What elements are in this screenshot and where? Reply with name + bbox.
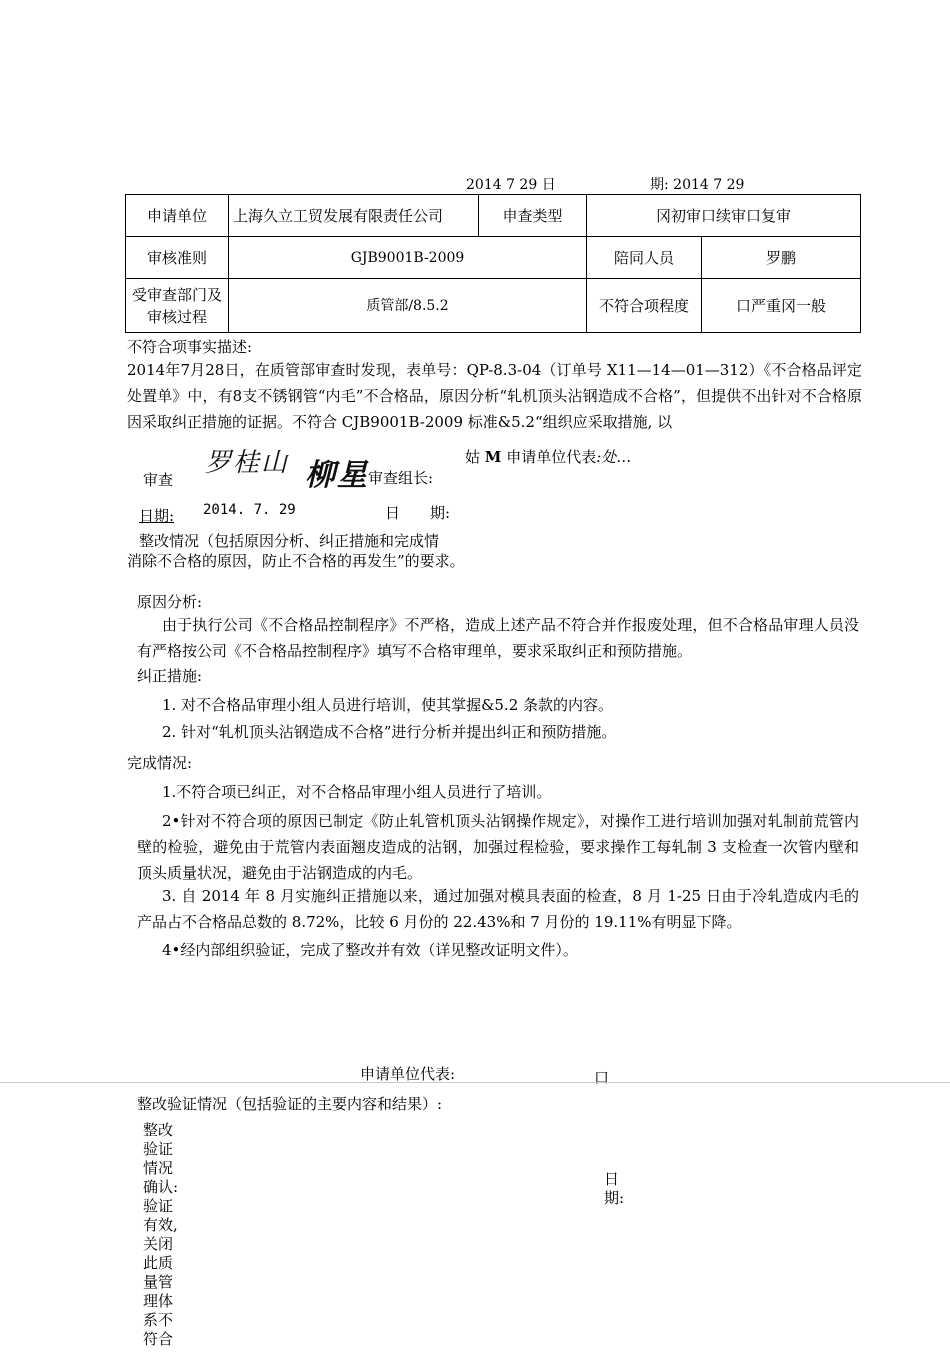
audited-dept-value: 质管部/8.5.2 (229, 279, 587, 333)
audit-standard-value: GJB9001B-2009 (229, 237, 587, 279)
corrective-heading: 纠正措施: (137, 667, 203, 685)
applicant-unit-value: 上海久立工贸发展有限责任公司 (229, 195, 479, 237)
applicant-rep-line (465, 446, 631, 467)
audit-header-table (125, 194, 861, 333)
label-nonconformity-degree: 不符合项程度 (587, 279, 702, 333)
label-review-type: 申查类型 (479, 195, 587, 237)
clipped-date-left: 2014 7 29 日 (466, 177, 556, 193)
rectify-clipped: 整改情况（包括原因分析、纠正措施和完成情 (139, 532, 440, 550)
table-row (126, 237, 861, 279)
description-continuation: 消除不合格的原因，防止不合格的再发生”的要求。 (127, 552, 465, 570)
cause-body: 由于执行公司《不合格品控制程序》不严格，造成上述产品不符合并作报废处理，但不合格品审理人员没有严格按公司《不合格品控制程序》填写不合格审理单，要求采取纠正和预防措施。 (137, 616, 859, 660)
label-audited-dept: 受审查部门及审核过程 (126, 279, 229, 333)
leader-signature: 柳星 (305, 458, 369, 493)
clipped-date-right (650, 176, 770, 193)
companion-value: 罗鹏 (702, 237, 861, 279)
label-companion: 陪同人员 (587, 237, 702, 279)
clipped-date-right-label: 期: (650, 177, 669, 193)
label-applicant-unit: 申请单位 (126, 195, 229, 237)
table-row (126, 195, 861, 237)
completion-item-4: 4•经内部组织验证，完成了整改并有效（详见整改证明文件）。 (162, 941, 578, 959)
cause-heading: 原因分析: (137, 593, 203, 611)
table-row (126, 279, 861, 333)
rep-bold-mark: M (484, 448, 502, 466)
applicant-rep-label: 申请单位代表: (360, 1065, 456, 1083)
rep-prefix: 姑 (465, 448, 481, 466)
applicant-day-mark: 口 (594, 1069, 610, 1087)
description-body: 2014年7月28日，在质管部审查时发现，表单号：QP-8.3-04（订单号 X11—14—01—312）《不合格品评定处置单》中，有8支不锈钢管“内毛”不合格品，原因分析“轧机顶头沾钢造成不合格”，但提供不出针对不合格原因采取纠正措施的证据。不符合 CJB9001B-2009 标准&5.2“组织应采取措施, 以 (127, 361, 862, 431)
leader-label: 审查组长: (368, 469, 434, 487)
corrective-item-1: 1. 对不合格品审理小组人员进行培训，使其掌握&5.2 条款的内容。 (162, 696, 614, 714)
corrective-item-2: 2. 针对“轧机顶头沾钢造成不合格”进行分析并提出纠正和预防措施。 (162, 723, 617, 741)
description-heading: 不符合项事实描述: (127, 338, 253, 356)
rep-label: 申请单位代表 (506, 448, 597, 466)
date-value: 2014. 7. 29 (203, 502, 296, 518)
label-audit-standard: 审核准则 (126, 237, 229, 279)
verification-date-label: 日期: (604, 1170, 625, 1207)
date-label: 日期: (139, 507, 175, 525)
reviewer-label: 审查 (143, 471, 174, 489)
review-type-value: 冈初审口续审口复审 (587, 195, 861, 237)
completion-item-3: 3. 自 2014 年 8 月实施纠正措施以来，通过加强对模具表面的检查，8 月 1-25 日由于冷轧造成内毛的产品占不合格品总数的 8.72%，比较 6 月份的 22.43%和 7 月份的 19.11%有明显下降。 (137, 887, 859, 931)
completion-heading: 完成情况: (127, 754, 193, 772)
nonconformity-degree-value: 口严重冈一般 (702, 279, 861, 333)
clipped-date-right-value: 2014 7 29 (673, 177, 745, 193)
date-label-2: 日 期: (385, 504, 451, 522)
rep-signature: :处… (596, 448, 632, 466)
completion-item-1: 1.不符合项已纠正，对不合格品审理小组人员进行了培训。 (162, 783, 552, 801)
completion-item-2: 2•针对不符合项的原因已制定《防止轧管机顶头沾钢操作规定》，对操作工进行培训加强对轧制前荒管内壁的检验，避免由于荒管内表面翘皮造成的沾钢，加强过程检验，要求操作工每轧制 3 支检查一次管内壁和顶头质量状况，避免由于沾钢造成的内毛。 (137, 812, 859, 882)
page-divider (0, 1082, 950, 1083)
verification-heading: 整改验证情况（包括验证的主要内容和结果）: (137, 1095, 443, 1113)
reviewer-signature: 罗桂山 (205, 448, 290, 478)
verification-confirm: 整改验证情况确认:验证有效,关闭此质量管理体系不符合 (143, 1121, 179, 1348)
